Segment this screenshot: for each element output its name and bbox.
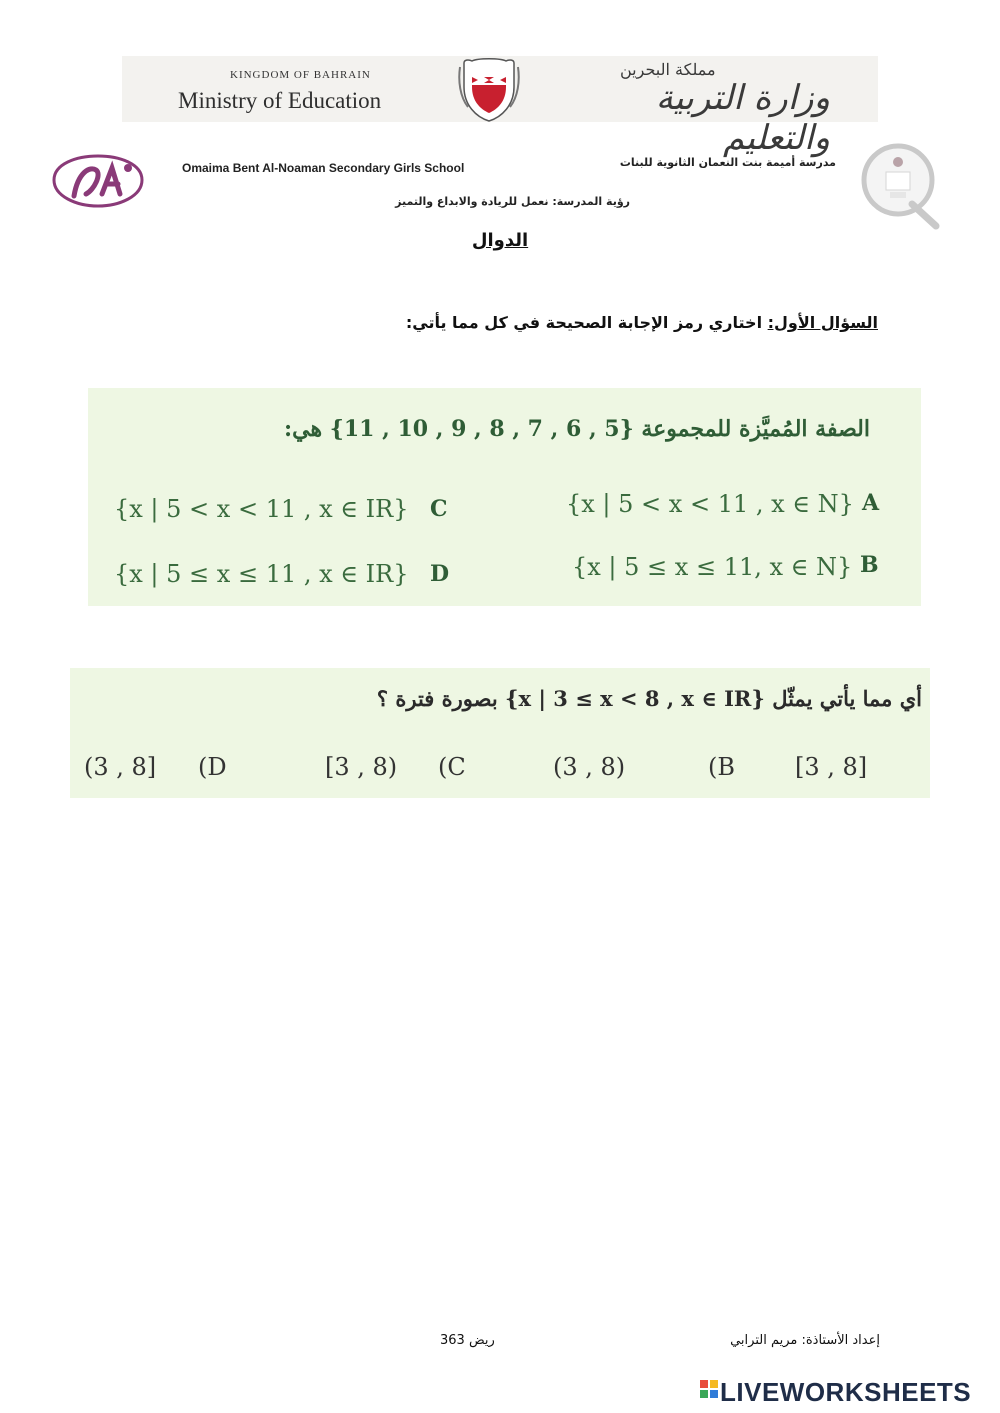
option-a-expression: {x | 5 < x < 11 , x ∈ N}	[566, 490, 854, 518]
problem-2-option-a-interval[interactable]: [3 , 8]	[795, 753, 868, 781]
option-b-letter[interactable]: B	[860, 552, 879, 578]
question-text: اختاري رمز الإجابة الصحيحة في كل مما يأتي:	[405, 313, 768, 332]
problem-2-option-c-letter[interactable]: (C	[438, 753, 466, 781]
option-b-expression: {x | 5 ≤ x ≤ 11, x ∈ N}	[572, 553, 853, 581]
problem-1-prompt: الصفة المُميَّزة للمجموعة {5 , 6 , 7 , 8 , 9 , 10 , 11} هي:	[283, 416, 870, 442]
problem-2-option-d-interval[interactable]: (3 , 8]	[84, 753, 157, 781]
school-vision: رؤية المدرسة: نعمل للريادة والابداع والتميز	[395, 195, 630, 208]
option-c-expression: {x | 5 < x < 11 , x ∈ IR}	[114, 495, 409, 523]
ministry-ar-big: وزارة التربية والتعليم	[655, 78, 830, 158]
question-instruction	[330, 313, 878, 332]
school-name-en: Omaima Bent Al-Noaman Secondary Girls School	[182, 161, 465, 175]
option-c-letter[interactable]: C	[430, 496, 448, 522]
school-name-ar: مدرسة أميمة بنت النعمان الثانوية للبنات	[619, 156, 836, 169]
quality-q-logo-icon	[856, 138, 942, 230]
problem-2-option-b-interval[interactable]: (3 , 8)	[553, 753, 626, 781]
page-title: الدوال	[471, 230, 529, 251]
liveworksheets-logo-icon	[700, 1378, 720, 1408]
ministry-en-label: Ministry of Education	[178, 88, 382, 113]
option-d-letter[interactable]: D	[430, 561, 450, 587]
kingdom-label: KINGDOM OF BAHRAIN	[230, 69, 371, 81]
question-label: السؤال الأول:	[767, 313, 878, 332]
problem-2-option-c-interval[interactable]: [3 , 8)	[325, 753, 398, 781]
problem-2-option-b-letter[interactable]: (B	[708, 753, 735, 781]
ministry-ar-small: مملكة البحرين	[620, 60, 716, 79]
liveworksheets-brand[interactable]: LIVEWORKSHEETS	[720, 1377, 972, 1407]
bahrain-crest-icon	[458, 57, 520, 123]
problem-2-option-d-letter[interactable]: (D	[198, 753, 227, 781]
option-d-expression: {x | 5 ≤ x ≤ 11 , x ∈ IR}	[114, 560, 409, 588]
option-a-letter[interactable]: A	[862, 490, 880, 516]
problem-2-prompt: أي مما يأتي يمثّل {x | 3 ≤ x < 8 , x ∈ IR} بصورة فترة ؟	[376, 686, 922, 711]
school-logo-icon	[46, 150, 150, 214]
course-code: ريض 363	[440, 1333, 495, 1348]
teacher-credit: إعداد الأستاذة: مريم الترابي	[730, 1333, 880, 1348]
